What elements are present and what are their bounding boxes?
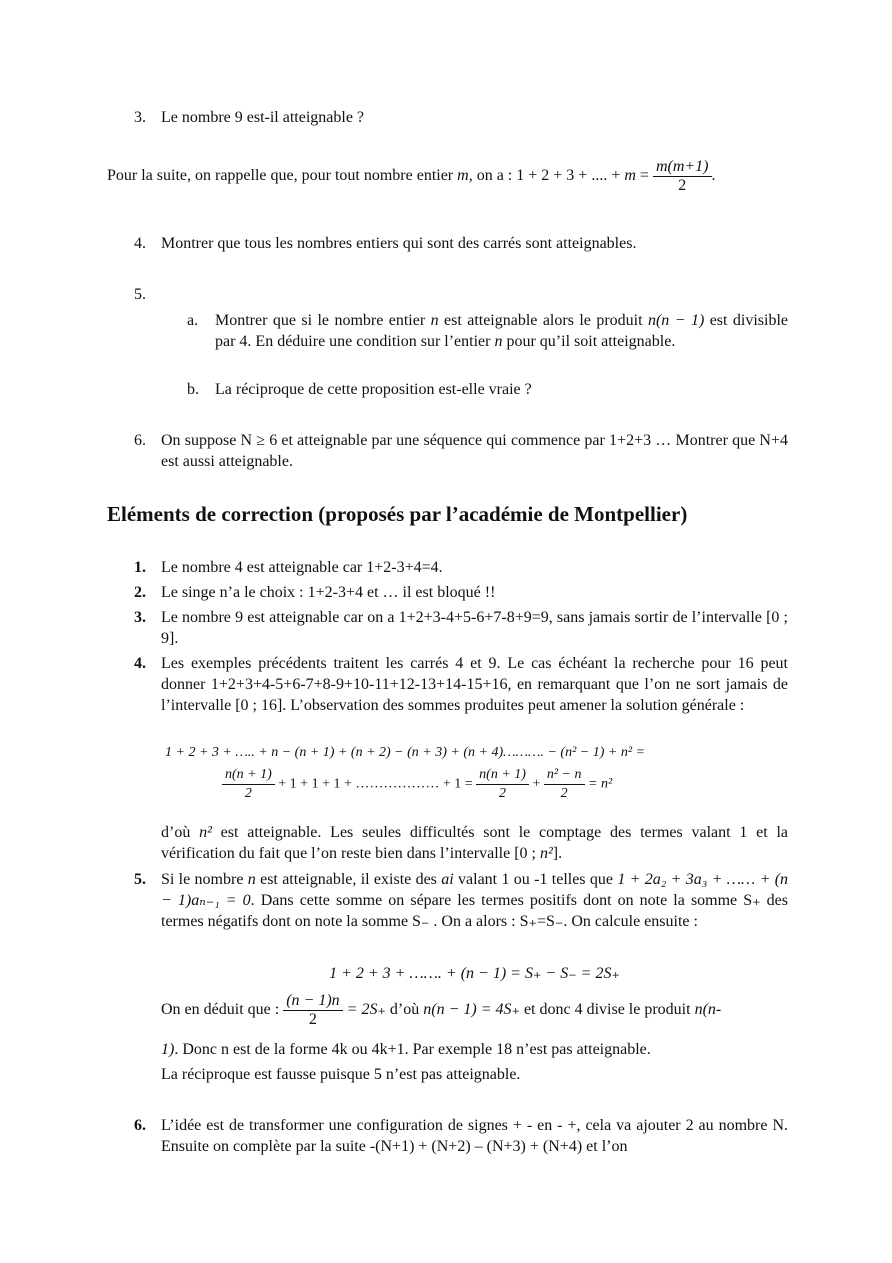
correction-3-number: 3. — [134, 609, 146, 626]
correction-1-number: 1. — [134, 559, 146, 576]
question-5b-text: La réciproque de cette proposition est-elle vraie ? — [215, 381, 532, 398]
correction-4-formula-2: $\frac{n(n + 1)}{2}$ + 1 + 1 + 1 + ……………… + 1 = $\frac{n(n + 1)}{2}$ + $\frac{\text{n² − n}}{2}$ = n² — [222, 766, 822, 803]
question-5a-label: a. — [187, 312, 199, 329]
question-6-text: On suppose N ≥ 6 et atteignable par une séquence qui commence par 1+2+3 … Montrer que N+4 est aussi atteignable. — [161, 432, 788, 470]
correction-5-reciprocal: La réciproque est fausse puisque 5 n’est pas atteignable. — [161, 1066, 521, 1083]
correction-5-formula: 1 + 2 + 3 + ……. + (n − 1) = S₊ − S₋ = 2S₊ — [329, 965, 620, 982]
question-3-text: Le nombre 9 est-il atteignable ? — [161, 109, 365, 126]
question-5b-label: b. — [187, 381, 199, 398]
question-5-number: 5. — [134, 286, 146, 303]
reminder-fraction: $\frac{m(m+1)}{2}$ — [653, 158, 712, 195]
correction-heading: Eléments de correction (proposés par l’académie de Montpellier) — [107, 502, 688, 526]
correction-5-text: Si le nombre n est atteignable, il existe des ai valant 1 ou -1 telles que 1 + 2a₂ + 3a₃ + …… + (n − 1)aₙ₋₁ = 0. Dans cette somme on sépare les termes positifs dont on note la somme S₊ des termes négatifs dont on note la somme S₋ . On a alors : S₊=S₋. On calcule ensuite : — [161, 871, 789, 930]
correction-2-text: Le singe n’a le choix : 1+2-3+4 et … il est bloqué !! — [161, 584, 496, 601]
question-5a-text: Montrer que si le nombre entier n est atteignable alors le produit n(n − 1) est divisible par 4. En déduire une condition sur l’entier n pour qu’il soit atteignable. — [215, 312, 789, 350]
correction-1-text: Le nombre 4 est atteignable car 1+2-3+4=4. — [161, 559, 443, 576]
correction-6-text: L’idée est de transformer une configuration de signes + - en - +, cela va ajouter 2 au nombre N. Ensuite on complète par la suite -(N+1) + (N+2) – (N+3) + (N+4) et l’on — [161, 1117, 788, 1155]
question-3-number: 3. — [134, 109, 146, 126]
correction-5-number: 5. — [134, 871, 146, 888]
correction-4-number: 4. — [134, 655, 146, 672]
correction-4-conclusion: d’où n² est atteignable. Les seules difficultés sont le comptage des termes valant 1 et la vérification du fait que l’on reste bien dans l’intervalle [0 ; n²]. — [161, 824, 789, 862]
correction-4-formula-1: 1 + 2 + 3 + ….. + n − (n + 1) + (n + 2) − (n + 3) + (n + 4)………. − (n² − 1) + n² = — [165, 745, 645, 760]
correction-3-text: Le nombre 9 est atteignable car on a 1+2+3-4+5-6+7-8+9=9, sans jamais sortir de l’intervalle [0 ; 9]. — [161, 609, 788, 647]
question-6-number: 6. — [134, 432, 146, 449]
reminder-paragraph: Pour la suite, on rappelle que, pour tout nombre entier m, on a : 1 + 2 + 3 + .... + m = $\frac{m(m+1)}{2}$ . — [107, 158, 716, 194]
question-4-number: 4. — [134, 235, 146, 252]
question-4-text: Montrer que tous les nombres entiers qui sont des carrés sont atteignables. — [161, 235, 637, 252]
correction-6-number: 6. — [134, 1117, 146, 1134]
correction-5-form-line: 1). Donc n est de la forme 4k ou 4k+1. Par exemple 18 n’est pas atteignable. — [161, 1041, 651, 1058]
correction-5-deduction: On en déduit que : $\frac{(n - 1)n}{2}$ = 2S₊ d’où n(n − 1) = 4S₊ et donc 4 divise le produit n(n- — [161, 992, 722, 1028]
correction-2-number: 2. — [134, 584, 146, 601]
correction-4-text: Les exemples précédents traitent les carrés 4 et 9. Le cas échéant la recherche pour 16 peut donner 1+2+3+4-5+6-7+8-9+10-11+12-13+14-15+16, en remarquant que l’on ne sort jamais de l’intervalle [0 ; 16]. L’observation des sommes produites peut amener la solution générale : — [161, 655, 788, 714]
